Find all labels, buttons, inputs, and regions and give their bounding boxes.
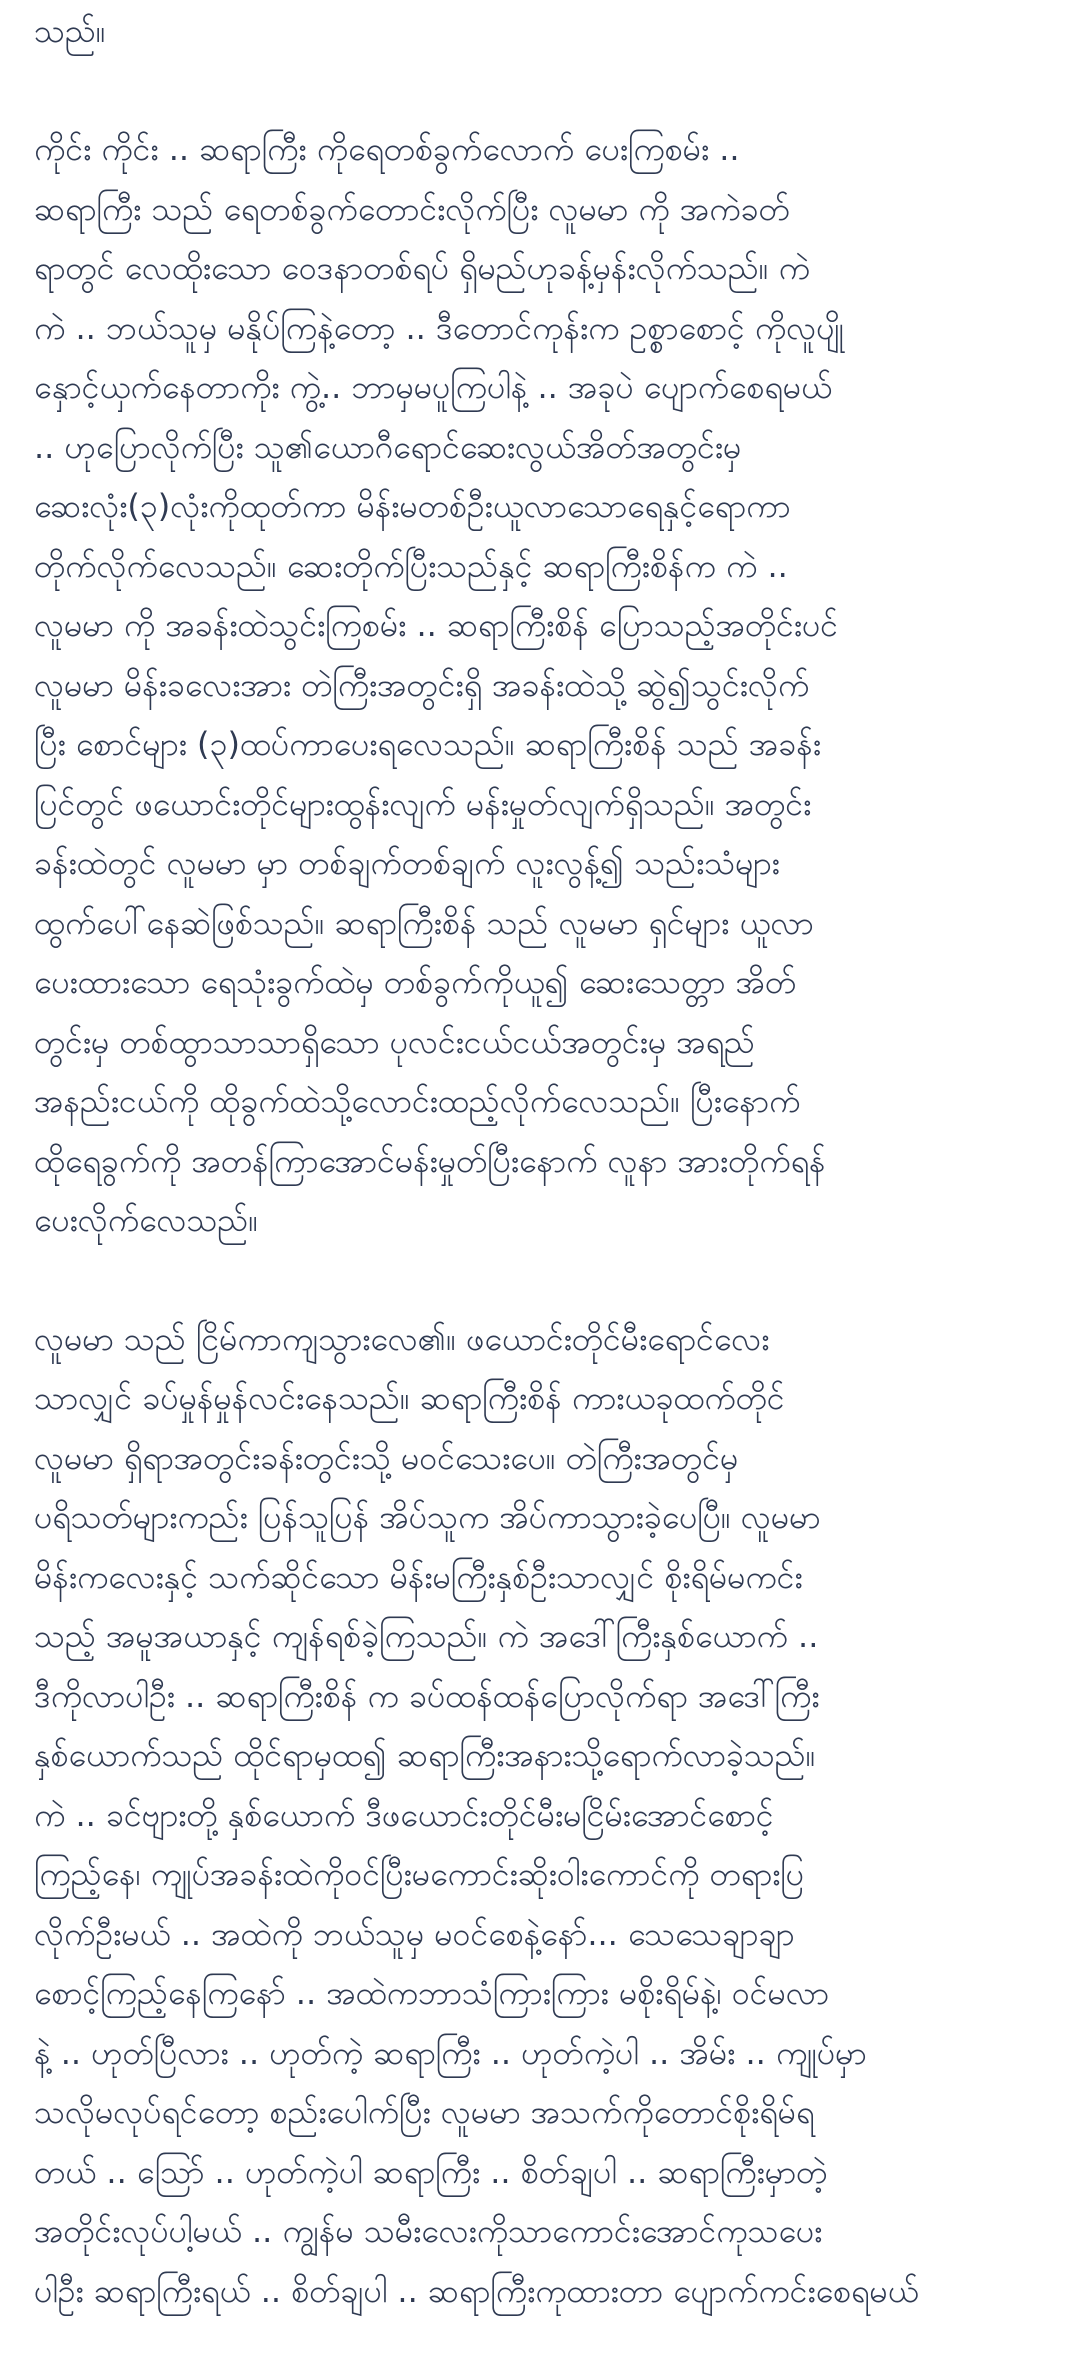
paragraph-1: သည်။ bbox=[34, 11, 106, 50]
paragraph-2: ကိုင်း ကိုင်း .. ဆရာကြီး ကိုရေတစ်ခွက်လောက် ပေးကြစမ်း .. ဆရာကြီး သည် ရေတစ်ခွက်တောင်းလိုက်ပြီး လူမမာ ကို အကဲခတ် ရာတွင် လေထိုးသော ဝေဒနာတစ်ရပ် ရှိမည်ဟုခန့်မှန်းလိုက်သည်။ ကဲ ကဲ .. ဘယ်သူမှ မနိုပ်ကြနဲ့တော့ .. ဒီတောင်ကုန်းက ဥစ္စာစောင့် ကိုလူပျို နှောင့်ယှက်နေတာကိုး ကွဲ့.. ဘာမှမပူကြပါနဲ့ .. အခုပဲ ပျောက်စေရမယ် .. ဟုပြောလိုက်ပြီး သူ၏ယောဂီရောင်ဆေးလွယ်အိတ်အတွင်းမှ ဆေးလုံး(၃)လုံးကိုထုတ်ကာ မိန်းမတစ်ဦးယူလာသောရေနှင့်ရောကာ တိုက်လိုက်လေသည်။ ဆေးတိုက်ပြီးသည်နှင့် ဆရာကြီးစိန်က ကဲ .. လူမမာ ကို အခန်းထဲသွင်းကြစမ်း .. ဆရာကြီးစိန် ပြောသည့်အတိုင်းပင် လူမမာ မိန်းခလေးအား တဲကြီးအတွင်းရှိ အခန်းထဲသို့ ဆွဲ၍သွင်းလိုက် ပြီး စောင်များ (၃)ထပ်ကာပေးရလေသည်။ ဆရာကြီးစိန် သည် အခန်း ပြင်တွင် ဖယောင်းတိုင်များထွန်းလျက် မန်းမှုတ်လျက်ရှိသည်။ အတွင်း ခန်းထဲတွင် လူမမာ မှာ တစ်ချက်တစ်ချက် လူးလွန့်၍ သည်းသံများ ထွက်ပေါ်နေဆဲဖြစ်သည်။ ဆရာကြီးစိန် သည် လူမမာ ရှင်များ ယူလာ ပေးထားသော ရေသုံးခွက်ထဲမှ တစ်ခွက်ကိုယူ၍ ဆေးသေတ္တာ အိတ် တွင်းမှ တစ်ထွာသာသာရှိသော ပုလင်းငယ်ငယ်အတွင်းမှ အရည် အနည်းငယ်ကို ထိုခွက်ထဲသို့လောင်းထည့်လိုက်လေသည်။ ပြီးနောက် ထိုရေခွက်ကို အတန်ကြာအောင်မန်းမှုတ်ပြီးနောက် လူနာ အားတိုက်ရန် ပေးလိုက်လေသည်။ bbox=[34, 130, 845, 1239]
paragraph-3: လူမမာ သည် ငြိမ်ကာကျသွားလေ၏။ ဖယောင်းတိုင်မီးရောင်လေး သာလျှင် ခပ်မှုန်မှုန်လင်းနေသည်။ ဆရာကြီးစိန် ကားယခုထက်တိုင် လူမမာ ရှိရာအတွင်းခန်းတွင်းသို့ မဝင်သေးပေ။ တဲကြီးအတွင်မှ ပရိသတ်များကည်း ပြန်သူပြန် အိပ်သူက အိပ်ကာသွားခဲ့ပေပြီ။ လူမမာ မိန်းကလေးနှင့် သက်ဆိုင်သော မိန်းမကြီးနှစ်ဦးသာလျှင် စိုးရိမ်မကင်း သည့် အမူအယာနှင့် ကျန်ရစ်ခဲ့ကြသည်။ ကဲ အဒေါ်ကြီးနှစ်ယောက် .. ဒီကိုလာပါဦး .. ဆရာကြီးစိန် က ခပ်ထန်ထန်ပြောလိုက်ရာ အဒေါ်ကြီး နှစ်ယောက်သည် ထိုင်ရာမှထ၍ ဆရာကြီးအနားသို့ရောက်လာခဲ့သည်။ ကဲ .. ခင်ဗျားတို့ နှစ်ယောက် ဒီဖယောင်းတိုင်မီးမငြိမ်းအောင်စောင့် ကြည့်နေ၊ ကျုပ်အခန်းထဲကိုဝင်ပြီးမကောင်းဆိုးဝါးကောင်ကို တရားပြ လိုက်ဦးမယ် .. အထဲကို ဘယ်သူမှ မဝင်စေနဲ့နော်... သေသေချာချာ စောင့်ကြည့်နေကြနော် .. အထဲကဘာသံကြားကြား မစိုးရိမ်နဲ့၊ ဝင်မလာ နဲ့ .. ဟုတ်ပြီလား .. ဟုတ်ကဲ့ ဆရာကြီး .. ဟုတ်ကဲ့ပါ .. အိမ်း .. ကျုပ်မှာ သလိုမလုပ်ရင်တော့ စည်းပေါက်ပြီး လူမမာ အသက်ကိုတောင်စိုးရိမ်ရ တယ် .. ဩော် .. ဟုတ်ကဲ့ပါ ဆရာကြီး .. စိတ်ချပါ .. ဆရာကြီးမှာတဲ့ အတိုင်းလုပ်ပါ့မယ် .. ကျွန်မ သမီးလေးကိုသာကောင်းအောင်ကုသပေး ပါဦး ဆရာကြီးရယ် .. စိတ်ချပါ .. ဆရာကြီးကုထားတာ ပျောက်ကင်းစေရမယ် bbox=[34, 1319, 919, 2310]
article-body bbox=[34, 0, 1054, 2380]
